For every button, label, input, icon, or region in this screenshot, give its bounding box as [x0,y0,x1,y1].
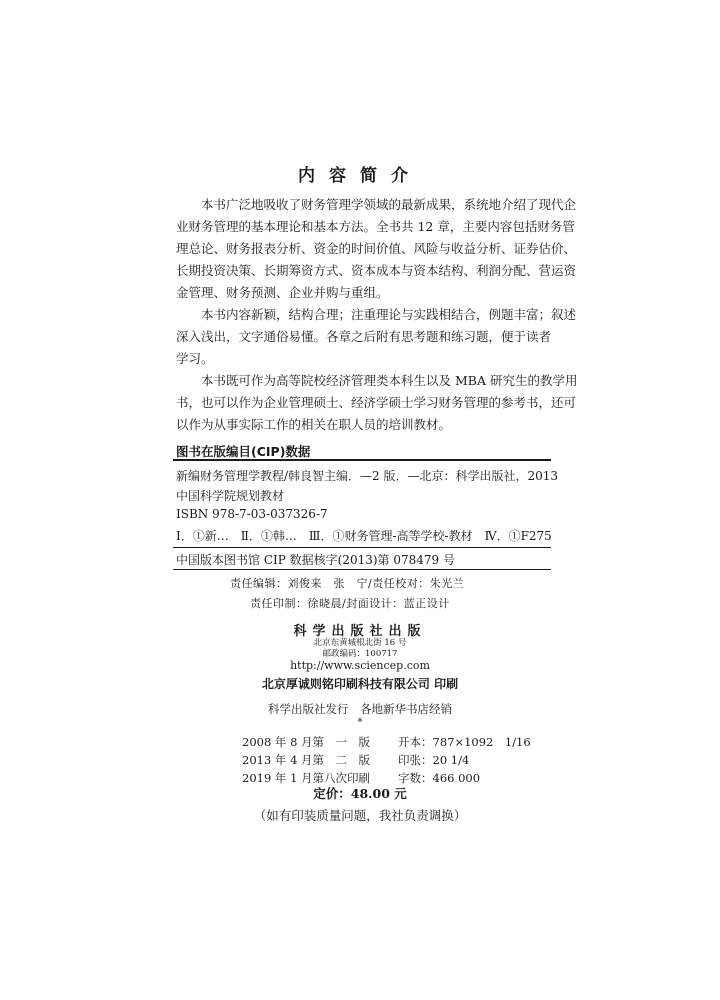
separator-asterisk: * [357,717,363,728]
cip-record: 中国版本图书馆 CIP 数据核字(2013)第 078479 号 [176,553,455,567]
page-title: 内容简介 [298,166,422,186]
publisher-postcode: 邮政编码：100717 [322,649,398,659]
intro-line: 本书内容新颖，结构合理；注重理论与实践相结合，例题丰富；叙述 [176,307,577,322]
publisher-address: 北京东黄城根北街 16 号 [313,638,407,648]
credits-editors: 责任编辑：刘俊来 张 宁/责任校对：朱光兰 [230,577,465,590]
distribution-line: 科学出版社发行 各地新华书店经销 [268,702,452,716]
edition-left: 2013 年 4 月第 二 版 [242,753,371,767]
publisher-name: 科学出版社出版 [293,624,427,639]
intro-line: 深入浅出，文字通俗易懂。各章之后附有思考题和练习题，便于读者 [176,329,552,344]
edition-left: 2008 年 8 月第 一 版 [242,735,371,749]
intro-line: 业财务管理的基本理论和基本方法。全书共 12 章，主要内容包括财务管 [176,219,575,234]
edition-left: 2019 年 1 月第八次印刷 [242,771,371,785]
cip-top-rule [173,459,551,461]
cip-line: Ⅰ．①新… Ⅱ．①韩… Ⅲ．①财务管理-高等学校-教材 Ⅳ．①F275 [176,529,552,543]
cip-header: 图书在版编目(CIP)数据 [176,444,311,459]
intro-line: 本书广泛地吸收了财务管理学领域的最新成果，系统地介绍了现代企 [176,197,577,212]
printer-name: 北京厚诚则铭印刷科技有限公司 印刷 [261,677,459,691]
cip-line: ISBN 978-7-03-037326-7 [176,507,328,521]
cip-bottom-rule [173,569,551,570]
publisher-url: http://www.sciencep.com [290,659,430,672]
cip-line: 新编财务管理学教程/韩良智主编．—2 版．—北京：科学出版社，2013 [176,469,559,483]
intro-line: 本书既可作为高等院校经济管理类本科生以及 MBA 研究生的教学用 [176,373,578,388]
replacement-note: （如有印装质量问题，我社负责调换） [253,808,467,823]
cip-line: 中国科学院规划教材 [176,489,285,503]
price: 定价：48.00 元 [313,786,407,801]
intro-line: 书，也可以作为企业管理硕士、经济学硕士学习财务管理的参考书，还可 [176,395,577,410]
edition-right: 字数：466 000 [398,771,481,785]
intro-line: 金管理、财务预测、企业并购与重组。 [176,285,389,300]
edition-right: 开本：787×1092 1/16 [398,735,531,749]
credits-production: 责任印制：徐晓晨/封面设计：蓝正设计 [250,597,450,610]
intro-line: 理总论、财务报表分析、资金的时间价值、风险与收益分析、证券估价、 [176,241,577,256]
edition-right: 印张：20 1/4 [398,753,470,767]
intro-line: 长期投资决策、长期筹资方式、资本成本与资本结构、利润分配、营运资 [176,263,577,278]
cip-mid-rule [173,547,551,548]
intro-line: 以作为从事实际工作的相关在职人员的培训教材。 [176,417,452,432]
intro-line: 学习。 [176,351,214,366]
